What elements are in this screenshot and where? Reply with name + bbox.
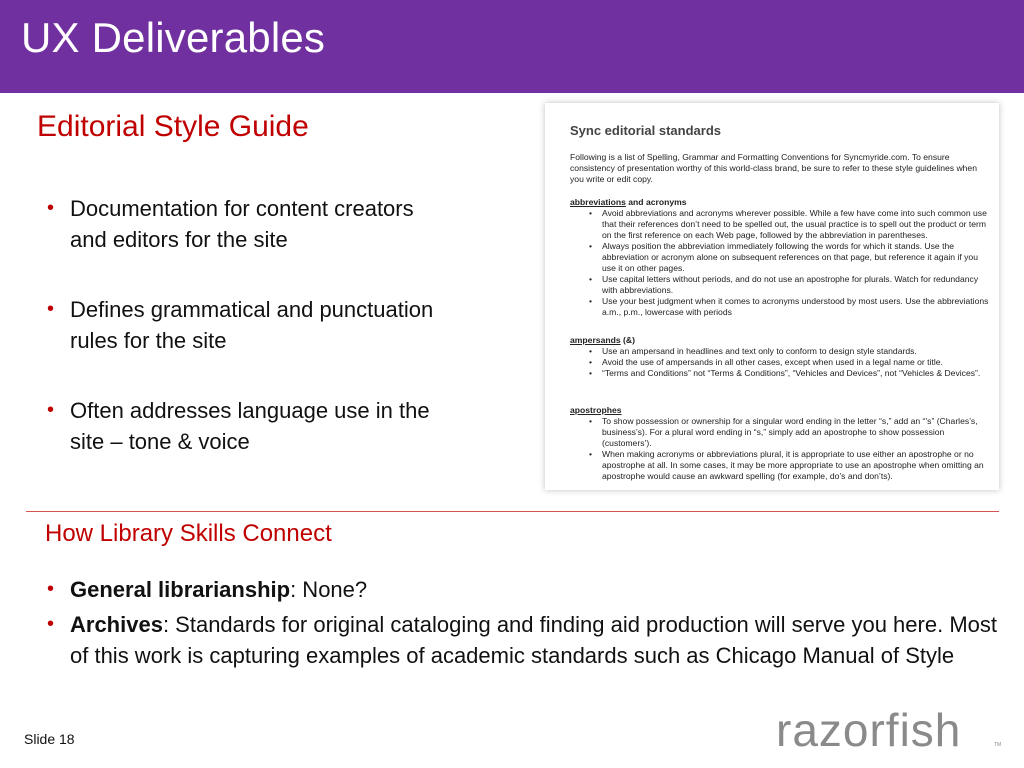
section-subtitle: Editorial Style Guide bbox=[37, 110, 309, 143]
slide-header bbox=[0, 0, 1024, 93]
library-skills-list bbox=[47, 574, 997, 675]
doc-section-apostrophes bbox=[570, 405, 994, 482]
bullet-item: • Documentation for content creators and editors for the site bbox=[47, 193, 447, 255]
doc-section-heading: apostrophes bbox=[570, 405, 622, 415]
doc-list-item: • When making acronyms or abbreviations plural, it is appropriate to use either an apostrophe or no apostrophe at all. In some cases, it may be more appropriate to use an apostrophe when omitting an apostrophe would cause an awkward spelling (for example, do’s and don’ts). bbox=[589, 449, 984, 481]
razorfish-logo bbox=[776, 700, 1006, 760]
doc-title: Sync editorial standards bbox=[570, 123, 721, 138]
doc-section-heading: ampersands (&) bbox=[570, 335, 635, 345]
doc-list-item: • Always position the abbreviation immediately following the words for which it stands. Use the abbreviation or acronym alone on subsequent references on that page, but reference it again if you use it on other pages. bbox=[589, 241, 978, 273]
logo-tm: TM bbox=[994, 742, 1002, 748]
bullet-item: • Defines grammatical and punctuation rules for the site bbox=[47, 294, 447, 356]
doc-section-heading: abbreviations and acronyms bbox=[570, 197, 687, 207]
doc-intro: Following is a list of Spelling, Grammar and Formatting Conventions for Syncmyride.com. To ensure consistency of presentation worthy of this world-class brand, be sure to refer to these style guidelines when you write or edit copy. bbox=[570, 152, 977, 184]
bullet-icon: • bbox=[47, 613, 55, 635]
doc-list-item: • Use an ampersand in headlines and text only to conform to design style standards. bbox=[589, 346, 917, 356]
slide-number: Slide 18 bbox=[24, 731, 75, 747]
bullet-list bbox=[47, 193, 447, 496]
doc-section-ampersands bbox=[570, 335, 994, 379]
library-skill-item: • General librarianship: None? bbox=[47, 574, 997, 605]
library-skill-item: • Archives: Standards for original cataloging and finding aid production will serve you here. Most of this work is capturing examples of academic standards such as Chicago Manual of Style bbox=[47, 609, 997, 671]
bullet-icon: • bbox=[47, 197, 55, 219]
doc-section-abbreviations bbox=[570, 197, 994, 318]
logo-wordmark: razorfish bbox=[776, 704, 962, 756]
style-guide-screenshot bbox=[545, 103, 999, 490]
doc-list-item: • “Terms and Conditions” not “Terms & Conditions”, “Vehicles and Devices”, not “Vehicles & Devices”. bbox=[589, 368, 981, 378]
section-divider bbox=[26, 511, 999, 512]
slide-title: UX Deliverables bbox=[21, 14, 326, 61]
bullet-item: • Often addresses language use in the site – tone & voice bbox=[47, 395, 447, 457]
doc-list-item: • Avoid the use of ampersands in all other cases, except when used in a legal name or title. bbox=[589, 357, 943, 367]
doc-list-item: • Use capital letters without periods, and do not use an apostrophe for plurals. Watch for redundancy with abbreviations. bbox=[589, 274, 979, 295]
bullet-icon: • bbox=[47, 399, 55, 421]
bullet-icon: • bbox=[47, 578, 55, 600]
bullet-icon: • bbox=[47, 298, 55, 320]
doc-list-item: • Use your best judgment when it comes to acronyms understood by most users. Use the abbreviations a.m., p.m., lowercase with periods bbox=[589, 296, 989, 317]
doc-list-item: • Avoid abbreviations and acronyms wherever possible. While a few have come into such common use that their references don’t need to be spelled out, the usual practice is to spell out the product or term on the first reference on each Web page, followed by the abbreviation in parentheses. bbox=[589, 208, 987, 240]
doc-list-item: • To show possession or ownership for a singular word ending in the letter “s,” add an “’s” (Charles’s, business’s). For a plural word ending in “s,” simply add an apostrophe to show possession (customers’). bbox=[589, 416, 978, 448]
section2-title: How Library Skills Connect bbox=[45, 520, 332, 547]
